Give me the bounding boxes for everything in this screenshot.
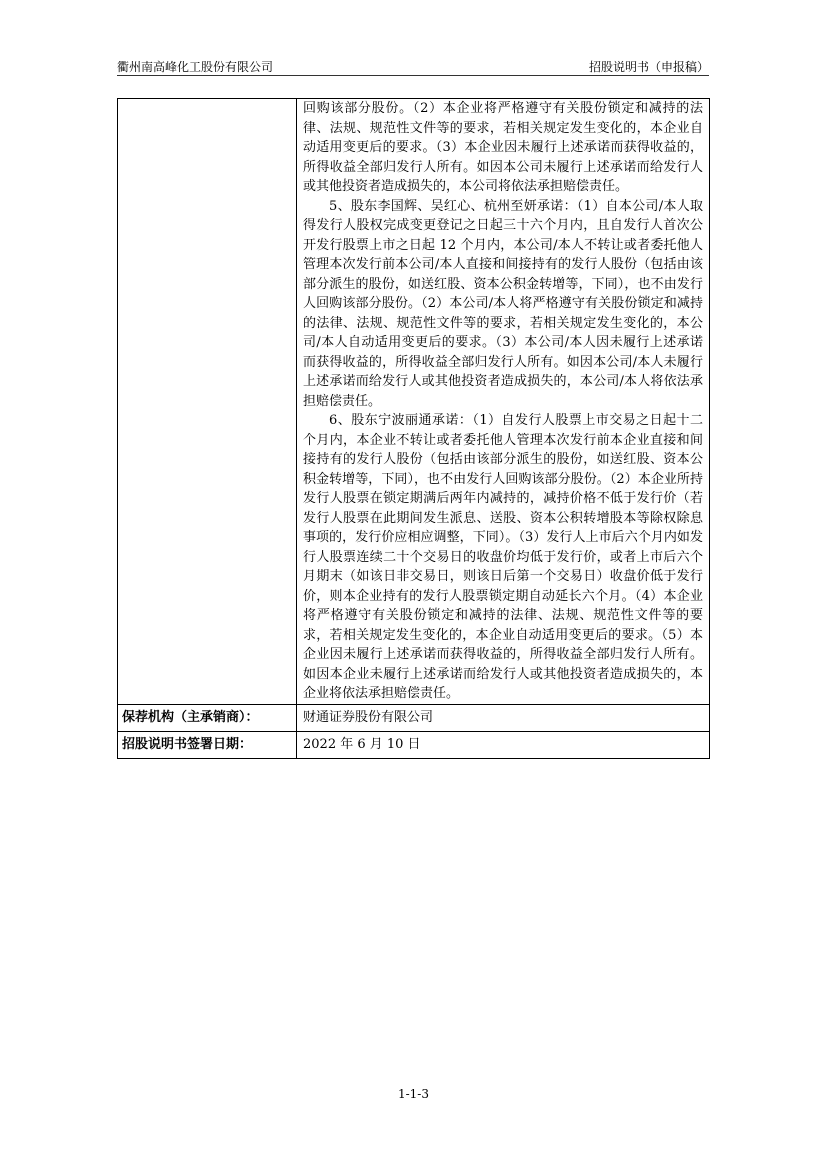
info-table <box>117 98 710 759</box>
company-name: 衢州南高峰化工股份有限公司 <box>117 60 274 74</box>
page-header <box>117 57 709 77</box>
commitments-cell <box>297 99 710 705</box>
document-type: 招股说明书（申报稿） <box>588 60 709 74</box>
commitments-label-cell <box>118 99 297 705</box>
commitments-row <box>118 99 710 705</box>
commitment-paragraph: 6、股东宁波丽通承诺：（1）自发行人股票上市交易之日起十二个月内，本企业不转让或者委托他人管理本次发行前本企业直接和间接持有的发行人股份（包括由该部分派生的股份，如送红股、资本公积金转增等，下同），也不由发行人回购该部分股份。（2）本企业所持发行人股票在锁定期满后两年内减持的，减持价格不低于发行价（若发行人股票在此期间发生派息、送股、资本公积转增股本等除权除息事项的，发行价应相应调整，下同）。（3）发行人上市后六个月内如发行人股票连续二十个交易日的收盘价均低于发行价，或者上市后六个月期末（如该日非交易日，则该日后第一个交易日）收盘价低于发行价，则本企业持有的发行人股票锁定期自动延长六个月。（4）本企业将严格遵守有关股份锁定和减持的法律、法规、规范性文件等的要求，若相关规定发生变化的，本企业自动适用变更后的要求。（5）本企业因未履行上述承诺而获得收益的，所得收益全部归发行人所有。如因本企业未履行上述承诺而给发行人或其他投资者造成损失的，本企业将依法承担赔偿责任。 <box>303 413 703 701</box>
sign-date-label: 招股说明书签署日期： <box>118 731 297 758</box>
sponsor-row <box>118 704 710 731</box>
commitment-paragraph: 5、股东李国辉、吴红心、杭州至妍承诺：（1）自本公司/本人取得发行人股权完成变更登记之日起三十六个月内，且自发行人首次公开发行股票上市之日起 12 个月内，本公司/本人不转让或者委托他人管理本次发行前本公司/本人直接和间接持有的发行人股份（包括由该部分派生的股份，如送红股、资本公积金转增等，下同），也不由发行人回购该部分股份。（2）本公司/本人将严格遵守有关股份锁定和减持的法律、法规、规范性文件等的要求，若相关规定发生变化的，本公司/本人自动适用变更后的要求。（3）本公司/本人因未履行上述承诺而获得收益的，所得收益全部归发行人所有。如因本公司/本人未履行上述承诺而给发行人或其他投资者造成损失的，本公司/本人将依法承担赔偿责任。 <box>303 198 703 409</box>
sponsor-value: 财通证券股份有限公司 <box>297 704 710 731</box>
sign-date-value: 2022 年 6 月 10 日 <box>297 731 710 758</box>
commitment-paragraph: 回购该部分股份。（2）本企业将严格遵守有关股份锁定和减持的法律、法规、规范性文件等的要求，若相关规定发生变化的，本企业自动适用变更后的要求。（3）本企业因未履行上述承诺而获得收益的，所得收益全部归发行人所有。如因本公司未履行上述承诺而给发行人或其他投资者造成损失的，本公司将依法承担赔偿责任。 <box>303 101 703 194</box>
sponsor-label: 保荐机构（主承销商）： <box>118 704 297 731</box>
page-number: 1-1-3 <box>397 1087 429 1101</box>
sign-date-row <box>118 731 710 758</box>
header-divider <box>117 75 709 76</box>
